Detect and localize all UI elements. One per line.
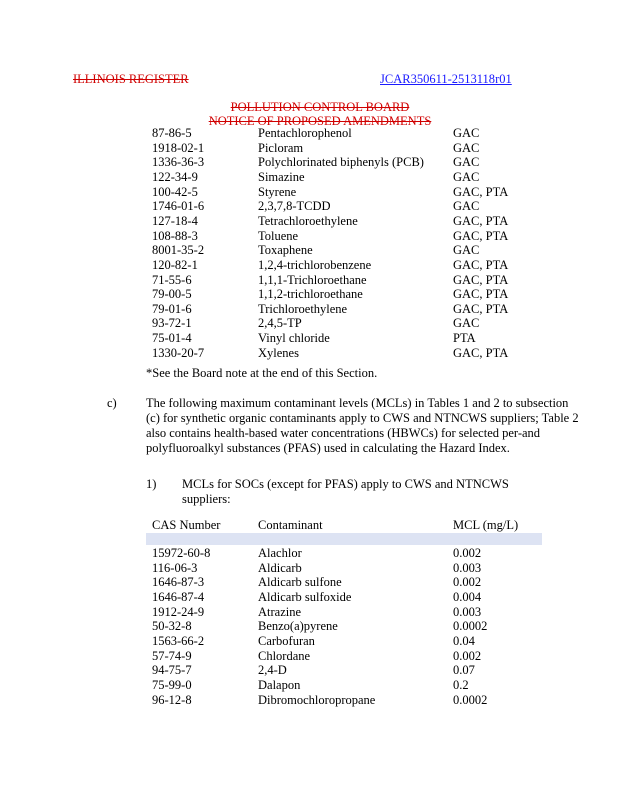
contaminant-cell: Vinyl chloride xyxy=(258,331,330,346)
treatment-cell: GAC xyxy=(453,169,480,184)
contaminant-cell: 1,1,2-trichloroethane xyxy=(258,287,363,302)
treatment-cell: GAC, PTA xyxy=(453,184,509,199)
treatment-cell: GAC, PTA xyxy=(453,345,509,360)
register-title: ILLINOIS REGISTER xyxy=(73,72,189,86)
treatment-cell: GAC, PTA xyxy=(453,213,509,228)
cas-number-cell: 79-01-6 xyxy=(152,301,192,316)
section-c-label: c) xyxy=(107,396,117,410)
cas-number-cell: 93-72-1 xyxy=(152,316,192,331)
cas-number-cell: 1646-87-3 xyxy=(152,575,205,590)
jcar-code-suffix[interactable]: r01 xyxy=(495,72,512,86)
cas-number-cell: 1563-66-2 xyxy=(152,633,205,648)
treatment-cell: GAC, PTA xyxy=(453,301,509,316)
contaminant-cell: Toluene xyxy=(258,228,299,243)
mcl-cell: 0.04 xyxy=(453,633,475,648)
contaminant-cell: Aldicarb sulfone xyxy=(258,575,342,590)
contaminant-cell: Polychlorinated biphenyls (PCB) xyxy=(258,155,424,170)
cas-number-cell: 15972-60-8 xyxy=(152,546,211,560)
contaminant-cell: Aldicarb xyxy=(258,560,302,575)
subsection-1-label: 1) xyxy=(146,477,157,491)
cas-number-cell: 79-00-5 xyxy=(152,287,192,302)
contaminant-cell: Picloram xyxy=(258,140,304,155)
notice-title: NOTICE OF PROPOSED AMENDMENTS xyxy=(208,114,432,128)
contaminant-cell: Tetrachloroethylene xyxy=(258,213,358,228)
cas-number-cell: 8001-35-2 xyxy=(152,243,205,258)
cas-number-cell: 75-99-0 xyxy=(152,677,192,692)
mcl-cell: 0.2 xyxy=(453,677,469,692)
cas-number-cell: 96-12-8 xyxy=(152,692,192,707)
treatment-cell: GAC xyxy=(453,199,480,214)
treatment-cell: GAC, PTA xyxy=(453,272,509,287)
board-title: POLLUTION CONTROL BOARD xyxy=(230,100,410,114)
jcar-code-main[interactable]: JCAR350611-2513118 xyxy=(380,72,496,86)
table2-header-cas: CAS Number xyxy=(152,518,221,532)
mcl-cell: 0.002 xyxy=(453,575,482,590)
cas-number-cell: 100-42-5 xyxy=(152,184,198,199)
mcl-cell: 0.003 xyxy=(453,604,482,619)
contaminant-cell: Dibromochloropropane xyxy=(258,692,376,707)
mcl-cell: 0.0002 xyxy=(453,619,488,634)
mcl-cell: 0.0002 xyxy=(453,692,488,707)
contaminant-cell: 1,1,1-Trichloroethane xyxy=(258,272,367,287)
treatment-cell: GAC xyxy=(453,140,480,155)
mcl-cell: 0.002 xyxy=(453,546,482,560)
mcl-cell: 0.002 xyxy=(453,648,482,663)
contaminant-cell: Styrene xyxy=(258,184,297,199)
mcl-cell: 0.07 xyxy=(453,663,475,678)
cas-number-cell: 1746-01-6 xyxy=(152,199,205,214)
table2-header-mcl: MCL (mg/L) xyxy=(453,518,519,532)
jcar-code[interactable] xyxy=(380,72,512,87)
table-divider-band xyxy=(146,533,542,545)
cas-number-cell: 75-01-4 xyxy=(152,331,192,346)
cas-number-cell: 1646-87-4 xyxy=(152,589,205,604)
contaminant-cell: Xylenes xyxy=(258,345,299,360)
contaminant-cell: Dalapon xyxy=(258,677,301,692)
cas-number-cell: 71-55-6 xyxy=(152,272,192,287)
treatment-cell: GAC xyxy=(453,126,480,140)
treatment-cell: GAC xyxy=(453,155,480,170)
contaminant-cell: 1,2,4-trichlorobenzene xyxy=(258,257,372,272)
cas-number-cell: 108-88-3 xyxy=(152,228,198,243)
cas-number-cell: 127-18-4 xyxy=(152,213,198,228)
treatment-cell: PTA xyxy=(453,331,476,346)
contaminant-cell: Toxaphene xyxy=(258,243,313,258)
contaminant-cell: 2,4,5-TP xyxy=(258,316,302,331)
contaminant-cell: Alachlor xyxy=(258,546,302,560)
contaminant-cell: Chlordane xyxy=(258,648,311,663)
cas-number-cell: 1918-02-1 xyxy=(152,140,205,155)
cas-number-cell: 120-82-1 xyxy=(152,257,198,272)
treatment-cell: GAC, PTA xyxy=(453,228,509,243)
cas-number-cell: 1336-36-3 xyxy=(152,155,205,170)
mcl-cell: 0.004 xyxy=(453,589,482,604)
cas-number-cell: 1330-20-7 xyxy=(152,345,205,360)
contaminant-cell: Benzo(a)pyrene xyxy=(258,619,338,634)
cas-number-cell: 50-32-8 xyxy=(152,619,192,634)
subsection-1-text: MCLs for SOCs (except for PFAS) apply to CWS and NTNCWS suppliers: xyxy=(182,477,509,506)
mcl-cell: 0.003 xyxy=(453,560,482,575)
contaminant-cell: Simazine xyxy=(258,169,305,184)
treatment-cell: GAC xyxy=(453,243,480,258)
board-note: *See the Board note at the end of this Section. xyxy=(146,366,378,380)
contaminant-cell: Trichloroethylene xyxy=(258,301,348,316)
cas-number-cell: 122-34-9 xyxy=(152,169,198,184)
cas-number-cell: 94-75-7 xyxy=(152,663,192,678)
cas-number-cell: 1912-24-9 xyxy=(152,604,205,619)
cas-number-cell: 87-86-5 xyxy=(152,126,192,140)
contaminant-cell: Carbofuran xyxy=(258,633,315,648)
contaminant-cell: Aldicarb sulfoxide xyxy=(258,589,352,604)
contaminant-cell: Atrazine xyxy=(258,604,302,619)
table2-header-contaminant: Contaminant xyxy=(258,518,323,532)
treatment-cell: GAC, PTA xyxy=(453,257,509,272)
contaminant-cell: 2,4-D xyxy=(258,663,287,678)
section-c-text: The following maximum contaminant levels (MCLs) in Tables 1 and 2 to subsection (c) for synthetic organic contaminants apply to CWS and NTNCWS suppliers; Table 2 also contains health-based water concentrations (HBWCs) for selected per-and polyfluoroalkyl substances (PFAS) used in calculating the Hazard Index. xyxy=(146,396,579,455)
contaminant-cell: 2,3,7,8-TCDD xyxy=(258,199,331,214)
cas-number-cell: 116-06-3 xyxy=(152,560,198,575)
treatment-cell: GAC xyxy=(453,316,480,331)
cas-number-cell: 57-74-9 xyxy=(152,648,192,663)
treatment-cell: GAC, PTA xyxy=(453,287,509,302)
contaminant-cell: Pentachlorophenol xyxy=(258,126,352,140)
